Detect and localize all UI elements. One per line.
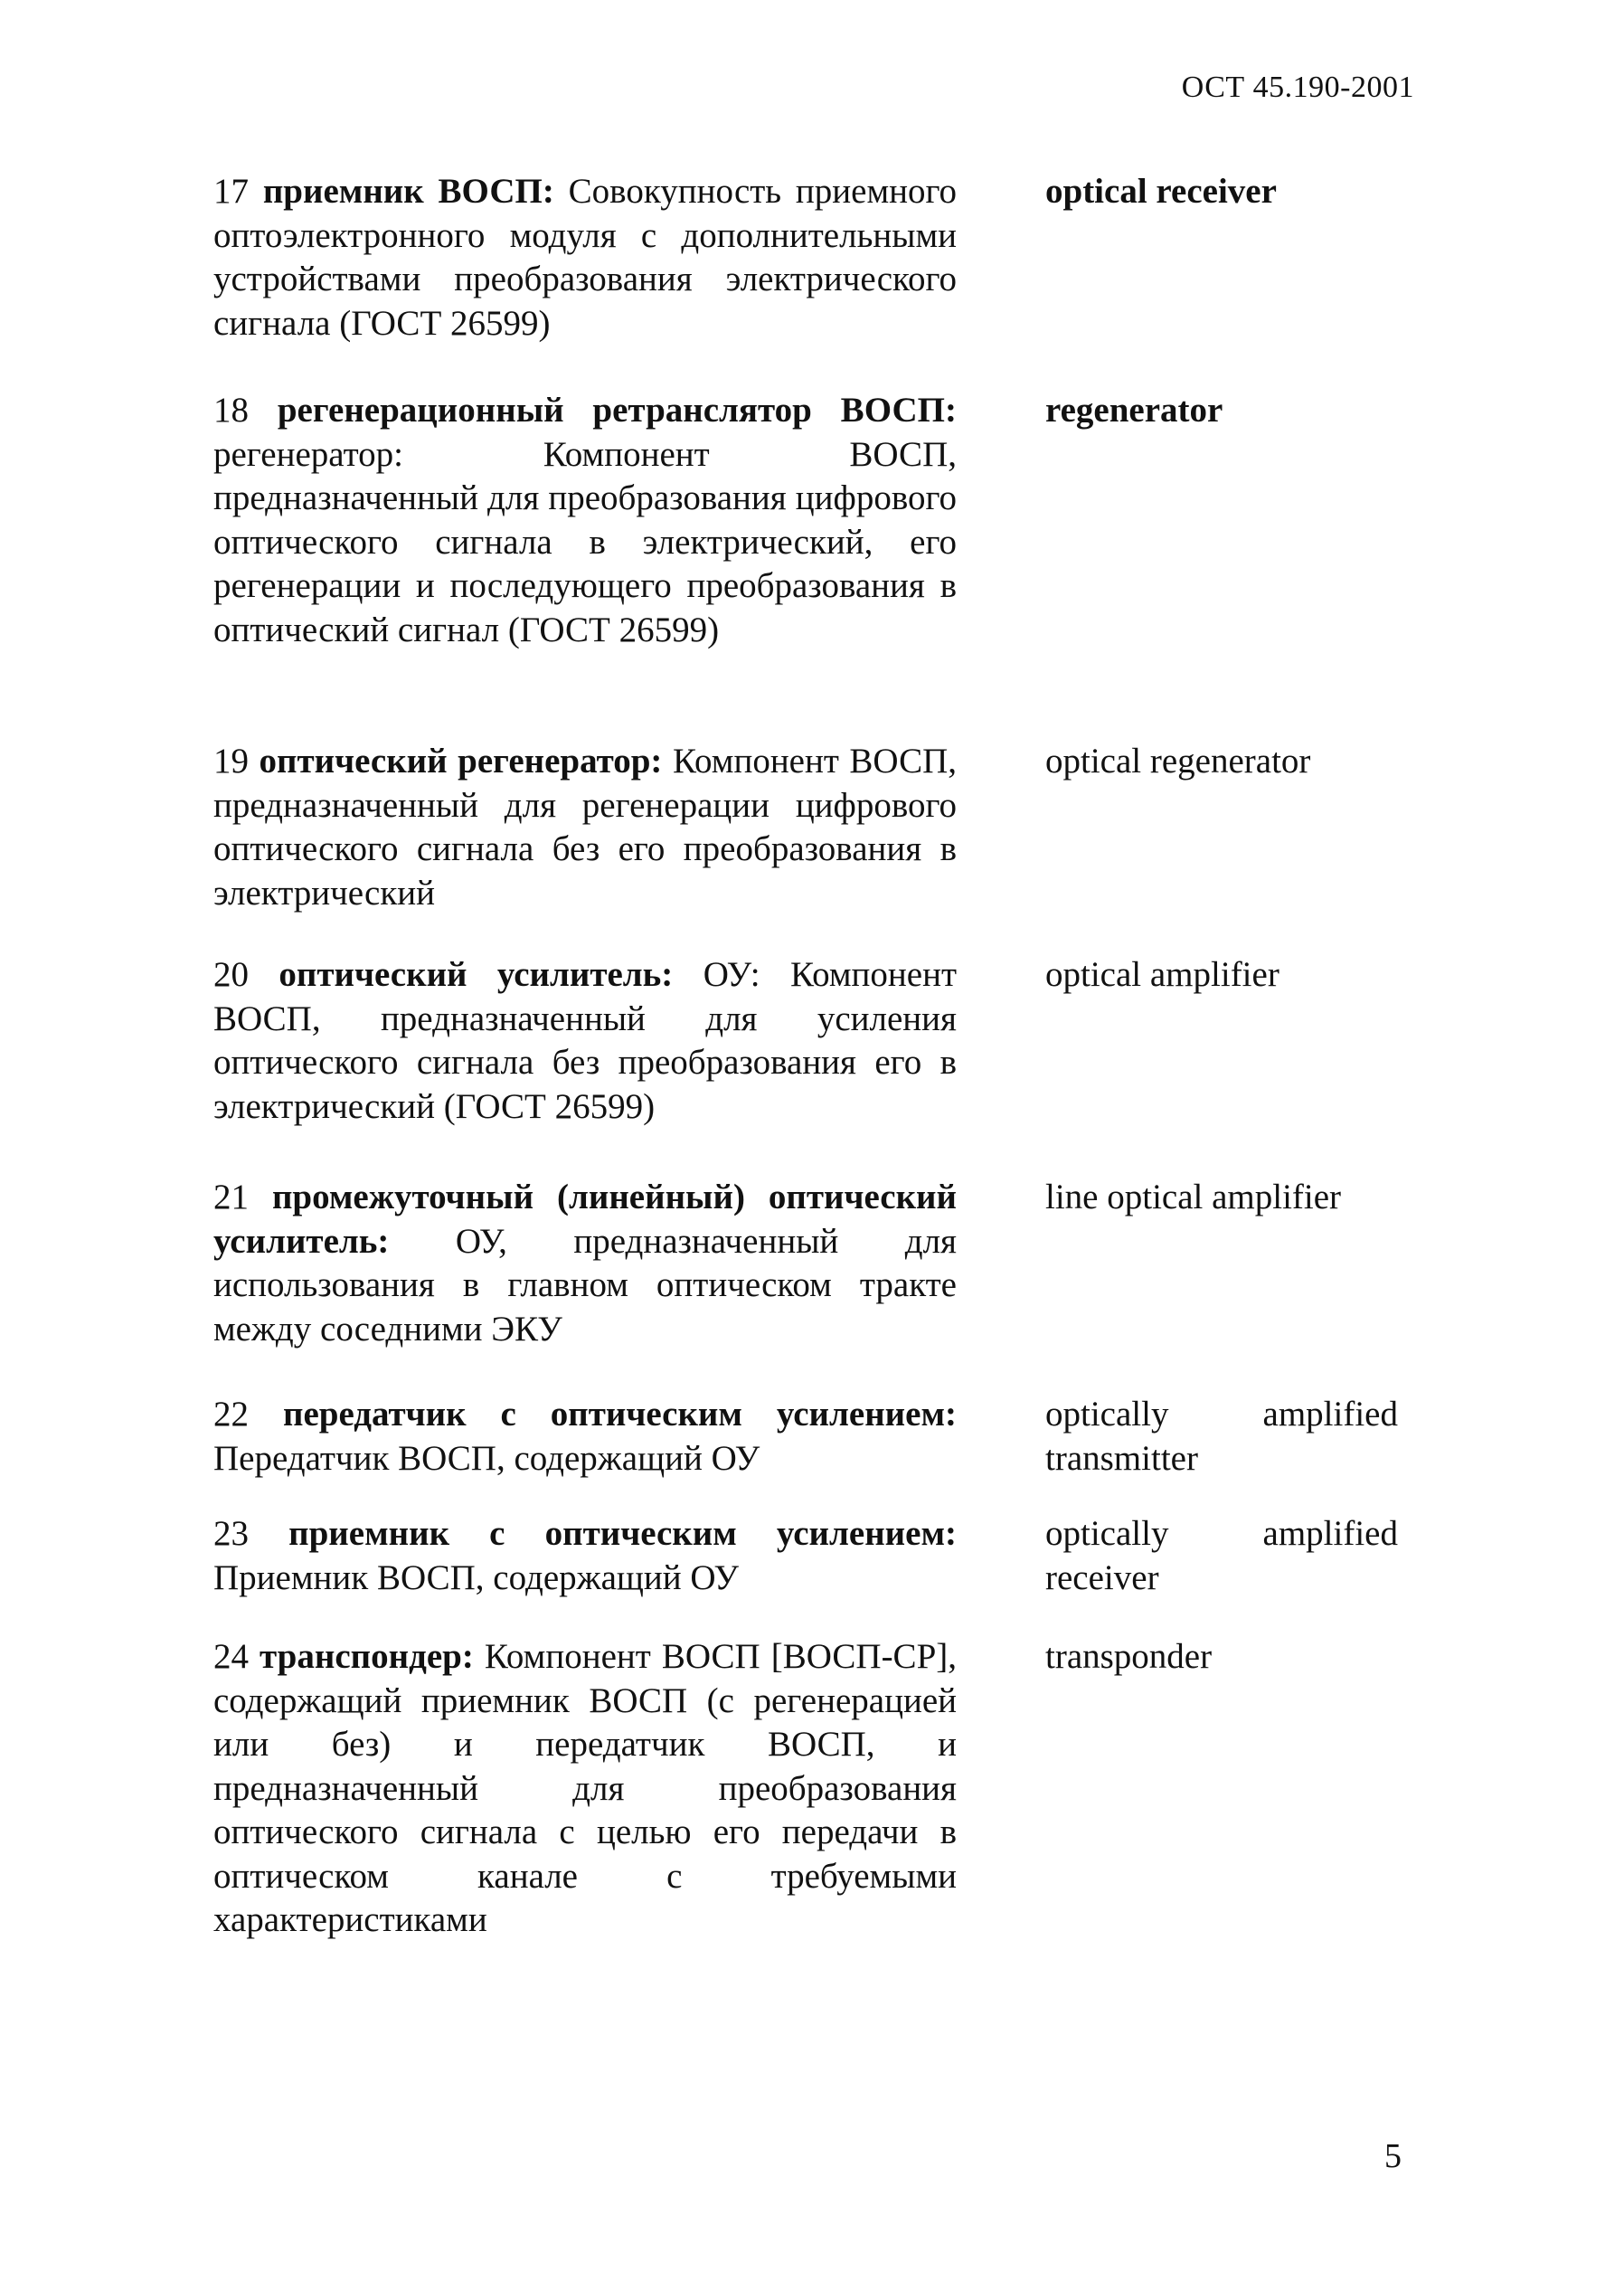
term-english-equivalent: transponder (1045, 1637, 1213, 1676)
term-english-equivalent: optically amplified transmitter (1045, 1395, 1398, 1478)
term-name: приемник с оптическим усилением: (288, 1514, 957, 1553)
term-english-equivalent: optical receiver (1045, 172, 1277, 211)
term-definition-block (213, 1393, 957, 1481)
term-definition-text: Компонент ВОСП, предназначенный для регенерации цифрового оптического сигнала без его преобразования в электрический (213, 742, 958, 913)
term-definition-block (213, 1176, 957, 1351)
term-number: 19 (213, 742, 249, 781)
term-definition-text: ОУ: Компонент ВОСП, предназначенный для усиления оптического сигнала без преобразования его в электрический (ГОСТ 26599) (213, 955, 958, 1126)
term-english-equivalent: line optical amplifier (1045, 1178, 1342, 1216)
term-name: оптический усилитель: (279, 955, 674, 994)
term-name: транспондер: (260, 1637, 474, 1676)
term-english-equivalent: optically amplified receiver (1045, 1514, 1398, 1597)
term-definition-text: Приемник ВОСП, содержащий ОУ (213, 1557, 740, 1597)
term-english-equivalent: optical amplifier (1045, 955, 1279, 994)
term-definition-text: Передатчик ВОСП, содержащий ОУ (213, 1438, 760, 1478)
term-definition-block (213, 389, 957, 652)
term-name: оптический регенератор: (259, 742, 663, 781)
term-definition-text: ОУ, предназначенный для использования в главном оптическом тракте между соседними ЭКУ (213, 1221, 957, 1349)
term-definition-text: регенератор: Компонент ВОСП, предназначенный для преобразования цифрового оптического сигнала в электрический, его регенерации и последующего преобразования в оптический сигнал (ГОСТ 26599) (213, 434, 957, 649)
term-definition-block (213, 953, 957, 1129)
term-number: 18 (213, 391, 249, 430)
term-english-equivalent: optical regenerator (1045, 742, 1311, 781)
term-number: 20 (213, 955, 249, 994)
term-number: 22 (213, 1395, 249, 1434)
term-definition-block (213, 170, 957, 345)
term-name: приемник ВОСП: (262, 172, 554, 211)
term-name: передатчик с оптическим усилением: (282, 1395, 957, 1434)
term-number: 21 (213, 1178, 249, 1216)
term-definition-block (213, 1512, 957, 1600)
page-number: 5 (1384, 2137, 1402, 2175)
term-number: 24 (213, 1637, 249, 1676)
term-definition-text: Компонент ВОСП [ВОСП-СР], содержащий приемник ВОСП (с регенерацией или без) и передатчик ВОСП, и предназначенный для преобразования оптического сигнала с целью его передачи в оптическом канале с требуемыми характеристиками (213, 1637, 957, 1939)
term-name: промежуточный (линейный) оптический усилитель: (213, 1178, 957, 1261)
term-definition-block (213, 1635, 957, 1943)
term-name: регенерационный ретранслятор ВОСП: (277, 391, 957, 430)
document-code: ОСТ 45.190-2001 (1181, 71, 1414, 104)
term-definition-block (213, 740, 957, 915)
term-definition-text: Совокупность приемного оптоэлектронного модуля с дополнительными устройствами преобразования электрического сигнала (ГОСТ 26599) (213, 172, 958, 343)
term-number: 23 (213, 1514, 249, 1553)
term-english-equivalent: regenerator (1045, 391, 1223, 430)
term-number: 17 (213, 172, 249, 211)
